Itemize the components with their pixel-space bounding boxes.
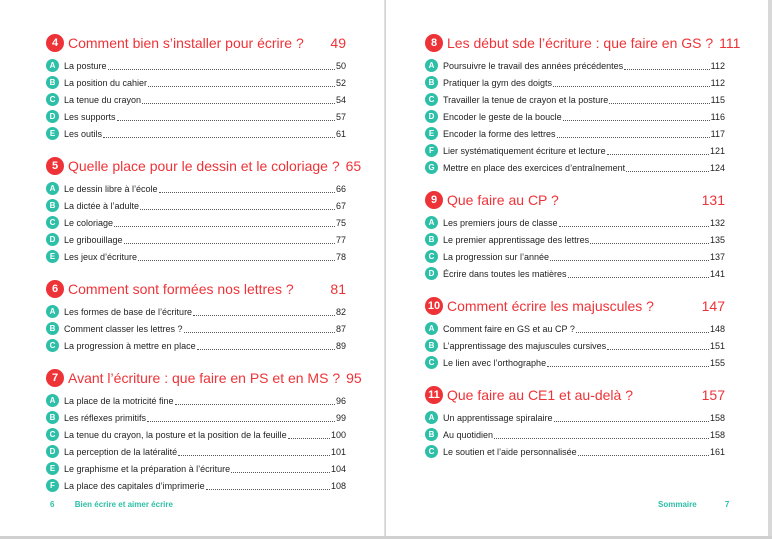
- dot-leader: [159, 185, 335, 193]
- entry-letter-badge: F: [46, 479, 59, 492]
- dot-leader: [184, 325, 335, 333]
- entry-title: Le lien avec l’orthographe: [443, 357, 547, 368]
- chapter-title: Les début sde l’écriture : que faire en GS ?: [447, 35, 714, 51]
- dot-leader: [624, 62, 710, 70]
- toc-entry: [425, 108, 725, 125]
- chapter-title: Avant l’écriture : que faire en PS et en MS ?: [68, 370, 341, 386]
- entry-page-number: 108: [330, 480, 346, 491]
- toc-entry: [46, 460, 346, 477]
- entry-page-number: 87: [335, 323, 346, 334]
- entry-title: La position du cahier: [64, 77, 148, 88]
- entry-page-number: 77: [335, 234, 346, 245]
- toc-chapter: [425, 190, 725, 282]
- entry-title: Le coloriage: [64, 217, 114, 228]
- dot-leader: [117, 113, 335, 121]
- entry-page-number: 158: [709, 429, 725, 440]
- entry-title: La dictée à l’adulte: [64, 200, 140, 211]
- chapter-heading: [425, 190, 725, 210]
- toc-entry: [425, 426, 725, 443]
- dot-leader: [550, 253, 709, 261]
- entry-letter-badge: A: [46, 59, 59, 72]
- chapter-number-badge: 8: [425, 34, 443, 52]
- toc-entry: [46, 91, 346, 108]
- toc-entry: [46, 443, 346, 460]
- entry-page-number: 116: [710, 111, 725, 122]
- entry-title: Comment faire en GS et au CP ?: [443, 323, 575, 334]
- dot-leader: [557, 130, 710, 138]
- chapter-number-badge: 5: [46, 157, 64, 175]
- dot-leader: [626, 164, 709, 172]
- dot-leader: [231, 465, 330, 473]
- dot-leader: [197, 342, 335, 350]
- toc-entry: [46, 320, 346, 337]
- entry-page-number: 141: [709, 268, 725, 279]
- entry-letter-badge: D: [46, 110, 59, 123]
- dot-leader: [178, 448, 330, 456]
- chapter-number-badge: 7: [46, 369, 64, 387]
- entry-letter-badge: A: [46, 182, 59, 195]
- entry-title: Le premier apprentissage des lettres: [443, 234, 590, 245]
- entry-letter-badge: B: [46, 76, 59, 89]
- entry-page-number: 75: [335, 217, 346, 228]
- entry-page-number: 54: [335, 94, 346, 105]
- entry-page-number: 132: [709, 217, 725, 228]
- toc-entry: [425, 320, 725, 337]
- entry-letter-badge: A: [46, 394, 59, 407]
- toc-entry: [425, 125, 725, 142]
- toc-entry: [425, 354, 725, 371]
- entry-page-number: 161: [709, 446, 725, 457]
- toc-entry: [46, 392, 346, 409]
- entry-page-number: 115: [710, 94, 725, 105]
- entry-page-number: 61: [335, 128, 346, 139]
- page-edge-shadow: [768, 0, 772, 539]
- entry-letter-badge: A: [425, 59, 438, 72]
- left-toc-column: [46, 33, 362, 508]
- entry-letter-badge: A: [425, 322, 438, 335]
- entry-title: Encoder la forme des lettres: [443, 128, 556, 139]
- entry-title: La tenue du crayon, la posture et la position de la feuille: [64, 429, 287, 440]
- toc-chapter: [425, 296, 725, 371]
- dot-leader: [148, 79, 335, 87]
- entry-letter-badge: E: [46, 127, 59, 140]
- right-page: [386, 0, 772, 539]
- entry-title: Au quotidien: [443, 429, 494, 440]
- toc-entry: [46, 108, 346, 125]
- entry-page-number: 135: [709, 234, 725, 245]
- chapter-title: Que faire au CP ?: [447, 192, 559, 208]
- toc-entry: [46, 197, 346, 214]
- dot-leader: [140, 202, 335, 210]
- entry-letter-badge: F: [425, 144, 438, 157]
- entry-title: La tenue du crayon: [64, 94, 142, 105]
- dot-leader: [553, 79, 710, 87]
- chapter-heading: [46, 279, 346, 299]
- toc-entry: [425, 337, 725, 354]
- entry-letter-badge: E: [46, 462, 59, 475]
- dot-leader: [138, 253, 335, 261]
- entry-title: Pratiquer la gym des doigts: [443, 77, 553, 88]
- entry-title: Travailler la tenue de crayon et la posture: [443, 94, 609, 105]
- entry-page-number: 100: [330, 429, 346, 440]
- dot-leader: [288, 431, 330, 439]
- entry-title: Les premiers jours de classe: [443, 217, 558, 228]
- dot-leader: [607, 147, 709, 155]
- dot-leader: [568, 270, 709, 278]
- right-page-number: 7: [724, 500, 730, 509]
- entry-page-number: 104: [330, 463, 346, 474]
- toc-entry: [425, 231, 725, 248]
- entry-page-number: 155: [709, 357, 725, 368]
- entry-letter-badge: C: [425, 250, 438, 263]
- left-page-number: 6: [50, 500, 55, 509]
- entry-page-number: 67: [335, 200, 346, 211]
- entry-page-number: 57: [335, 111, 346, 122]
- dot-leader: [494, 431, 709, 439]
- entry-letter-badge: B: [425, 233, 438, 246]
- entry-letter-badge: B: [425, 428, 438, 441]
- dot-leader: [547, 359, 709, 367]
- section-name: Sommaire: [658, 500, 697, 509]
- dot-leader: [114, 219, 335, 227]
- entry-title: Le graphisme et la préparation à l’écriture: [64, 463, 231, 474]
- chapter-number-badge: 4: [46, 34, 64, 52]
- toc-entry: [46, 180, 346, 197]
- entry-letter-badge: E: [46, 250, 59, 263]
- entry-title: La progression à mettre en place: [64, 340, 196, 351]
- chapter-number-badge: 9: [425, 191, 443, 209]
- chapter-page-number: 65: [345, 158, 362, 174]
- chapter-number-badge: 10: [425, 297, 443, 315]
- entry-title: La posture: [64, 60, 107, 71]
- entry-title: Lier systématiquement écriture et lecture: [443, 145, 606, 156]
- dot-leader: [559, 219, 709, 227]
- entry-letter-badge: C: [425, 445, 438, 458]
- toc-chapter: [425, 33, 741, 176]
- chapter-heading: [425, 385, 725, 405]
- chapter-page-number: 111: [719, 35, 741, 51]
- chapter-page-number: 81: [330, 281, 346, 297]
- entry-letter-badge: D: [46, 445, 59, 458]
- entry-title: Les formes de base de l’écriture: [64, 306, 193, 317]
- entry-letter-badge: B: [46, 411, 59, 424]
- entry-page-number: 89: [335, 340, 346, 351]
- chapter-heading: [46, 33, 346, 53]
- entry-letter-badge: E: [425, 127, 438, 140]
- toc-entry: [425, 57, 725, 74]
- entry-title: La perception de la latéralité: [64, 446, 178, 457]
- chapter-heading: [46, 368, 362, 388]
- book-title: Bien écrire et aimer écrire: [74, 500, 173, 509]
- toc-entry: [425, 443, 725, 460]
- chapter-title: Comment sont formées nos lettres ?: [68, 281, 294, 297]
- dot-leader: [193, 308, 335, 316]
- dot-leader: [609, 96, 709, 104]
- entry-title: Le soutien et l’aide personnalisée: [443, 446, 577, 457]
- entry-title: Les jeux d’écriture: [64, 251, 138, 262]
- entry-title: Les supports: [64, 111, 116, 122]
- entry-title: Le gribouillage: [64, 234, 123, 245]
- chapter-heading: [425, 33, 741, 53]
- toc-entry: [425, 409, 725, 426]
- entry-page-number: 148: [709, 323, 725, 334]
- right-footer: [658, 500, 729, 509]
- entry-title: Les outils: [64, 128, 103, 139]
- dot-leader: [576, 325, 709, 333]
- entry-letter-badge: C: [425, 356, 438, 369]
- entry-title: Poursuivre le travail des années précédentes: [443, 60, 624, 71]
- chapter-title: Comment bien s’installer pour écrire ?: [68, 35, 304, 51]
- entry-title: La place des capitales d’imprimerie: [64, 480, 205, 491]
- toc-entry: [46, 125, 346, 142]
- entry-letter-badge: B: [425, 76, 438, 89]
- entry-letter-badge: C: [46, 216, 59, 229]
- dot-leader: [147, 414, 335, 422]
- entry-title: Mettre en place des exercices d’entraînement: [443, 162, 626, 173]
- entry-letter-badge: A: [425, 411, 438, 424]
- entry-page-number: 158: [709, 412, 725, 423]
- chapter-title: Comment écrire les majuscules ?: [447, 298, 654, 314]
- chapter-page-number: 95: [346, 370, 362, 386]
- entry-letter-badge: D: [425, 110, 438, 123]
- toc-chapter: [425, 385, 725, 460]
- entry-page-number: 112: [710, 60, 725, 71]
- toc-entry: [425, 91, 725, 108]
- toc-entry: [425, 248, 725, 265]
- toc-entry: [425, 265, 725, 282]
- entry-letter-badge: A: [46, 305, 59, 318]
- chapter-heading: [46, 156, 362, 176]
- entry-letter-badge: B: [46, 199, 59, 212]
- dot-leader: [142, 96, 335, 104]
- toc-chapter: [46, 33, 346, 142]
- dot-leader: [563, 113, 710, 121]
- toc-chapter: [46, 156, 362, 265]
- chapter-number-badge: 11: [425, 386, 443, 404]
- dot-leader: [206, 482, 330, 490]
- dot-leader: [578, 448, 709, 456]
- entry-title: La place de la motricité fine: [64, 395, 174, 406]
- entry-title: Les réflexes primitifs: [64, 412, 147, 423]
- chapter-number-badge: 6: [46, 280, 64, 298]
- entry-title: Comment classer les lettres ?: [64, 323, 183, 334]
- entry-title: Le dessin libre à l’école: [64, 183, 158, 194]
- toc-chapter: [46, 279, 346, 354]
- chapter-title: Que faire au CE1 et au-delà ?: [447, 387, 634, 403]
- left-page: [0, 0, 385, 539]
- toc-entry: [46, 74, 346, 91]
- entry-page-number: 151: [709, 340, 725, 351]
- entry-title: La progression sur l’année: [443, 251, 550, 262]
- chapter-heading: [425, 296, 725, 316]
- toc-entry: [46, 303, 346, 320]
- entry-page-number: 96: [335, 395, 346, 406]
- chapter-page-number: 157: [701, 387, 725, 403]
- entry-page-number: 52: [335, 77, 346, 88]
- toc-entry: [46, 477, 346, 494]
- entry-page-number: 66: [335, 183, 346, 194]
- toc-entry: [46, 231, 346, 248]
- entry-page-number: 101: [330, 446, 346, 457]
- toc-entry: [425, 214, 725, 231]
- entry-page-number: 124: [709, 162, 725, 173]
- toc-entry: [46, 337, 346, 354]
- dot-leader: [103, 130, 335, 138]
- toc-entry: [46, 214, 346, 231]
- toc-entry: [46, 409, 346, 426]
- dot-leader: [124, 236, 335, 244]
- entry-letter-badge: G: [425, 161, 438, 174]
- entry-letter-badge: D: [46, 233, 59, 246]
- dot-leader: [607, 342, 709, 350]
- entry-title: L’apprentissage des majuscules cursives: [443, 340, 607, 351]
- entry-page-number: 117: [710, 128, 725, 139]
- entry-page-number: 78: [335, 251, 346, 262]
- entry-title: Encoder le geste de la boucle: [443, 111, 562, 122]
- chapter-page-number: 49: [330, 35, 346, 51]
- entry-page-number: 50: [335, 60, 346, 71]
- entry-letter-badge: D: [425, 267, 438, 280]
- toc-entry: [46, 248, 346, 265]
- chapter-title: Quelle place pour le dessin et le coloriage ?: [68, 158, 340, 174]
- toc-entry: [46, 57, 346, 74]
- dot-leader: [108, 62, 335, 70]
- entry-letter-badge: B: [425, 339, 438, 352]
- right-toc-column: [425, 33, 741, 474]
- entry-letter-badge: C: [46, 339, 59, 352]
- toc-entry: [46, 426, 346, 443]
- dot-leader: [175, 397, 335, 405]
- dot-leader: [590, 236, 709, 244]
- entry-letter-badge: C: [46, 428, 59, 441]
- chapter-page-number: 147: [701, 298, 725, 314]
- entry-letter-badge: C: [425, 93, 438, 106]
- entry-page-number: 82: [335, 306, 346, 317]
- toc-entry: [425, 74, 725, 91]
- toc-chapter: [46, 368, 362, 494]
- dot-leader: [554, 414, 709, 422]
- toc-entry: [425, 159, 725, 176]
- entry-page-number: 99: [335, 412, 346, 423]
- entry-letter-badge: C: [46, 93, 59, 106]
- entry-page-number: 112: [710, 77, 725, 88]
- entry-letter-badge: A: [425, 216, 438, 229]
- entry-page-number: 121: [709, 145, 725, 156]
- entry-letter-badge: B: [46, 322, 59, 335]
- chapter-page-number: 131: [701, 192, 725, 208]
- entry-title: Écrire dans toutes les matières: [443, 268, 567, 279]
- entry-page-number: 137: [709, 251, 725, 262]
- entry-title: Un apprentissage spiralaire: [443, 412, 553, 423]
- left-footer: [50, 500, 173, 509]
- toc-entry: [425, 142, 725, 159]
